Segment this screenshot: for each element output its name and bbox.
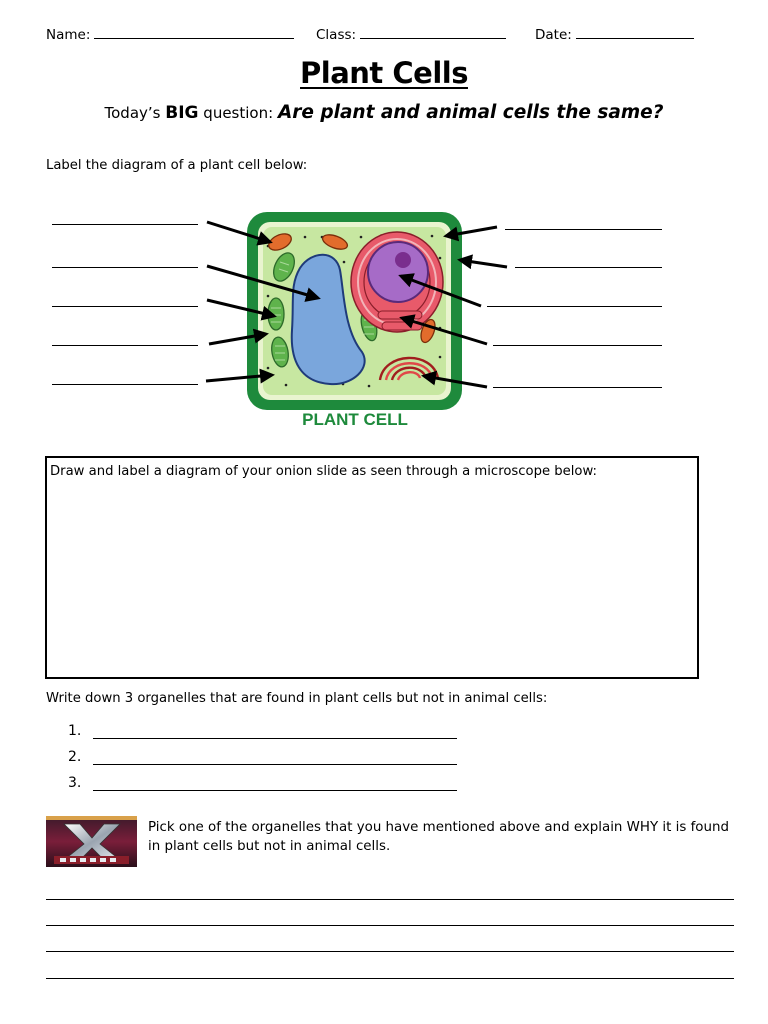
organelle-number-3: 3. [68,775,82,791]
writing-line-2[interactable] [46,925,734,926]
class-label: Class: [316,27,357,43]
nucleus [368,242,428,302]
drawing-box[interactable] [45,456,699,679]
organelle-line-2[interactable] [93,764,457,765]
big-question-text: Are plant and animal cells the same? [277,102,664,123]
organelle-line-3[interactable] [93,790,457,791]
organelle-line-1[interactable] [93,738,457,739]
nucleolus [395,252,411,268]
big-question-middle: question: [203,104,274,122]
big-question-prefix: Today’s [104,104,161,122]
organelle-number-1: 1. [68,723,82,739]
writing-line-1[interactable] [46,899,734,900]
date-label: Date: [535,27,572,43]
page-title: Plant Cells [300,56,468,90]
diagram-instruction: Label the diagram of a plant cell below: [46,158,308,173]
organelles-instruction: Write down 3 organelles that are found in plant cells but not in animal cells: [46,691,548,706]
diagram-caption: PLANT CELL [302,410,408,429]
plant-cell-diagram [0,0,768,440]
organelle-number-2: 2. [68,749,82,765]
name-label: Name: [46,27,91,43]
explain-instruction: Pick one of the organelles that you have mentioned above and explain WHY it is found in plant cells but not in animal cells. [148,820,729,854]
writing-line-4[interactable] [46,978,734,979]
x-factor-logo [46,816,137,867]
writing-line-3[interactable] [46,951,734,952]
drawing-box-instruction: Draw and label a diagram of your onion slide as seen through a microscope below: [50,464,597,479]
big-question-big: BIG [165,103,199,123]
